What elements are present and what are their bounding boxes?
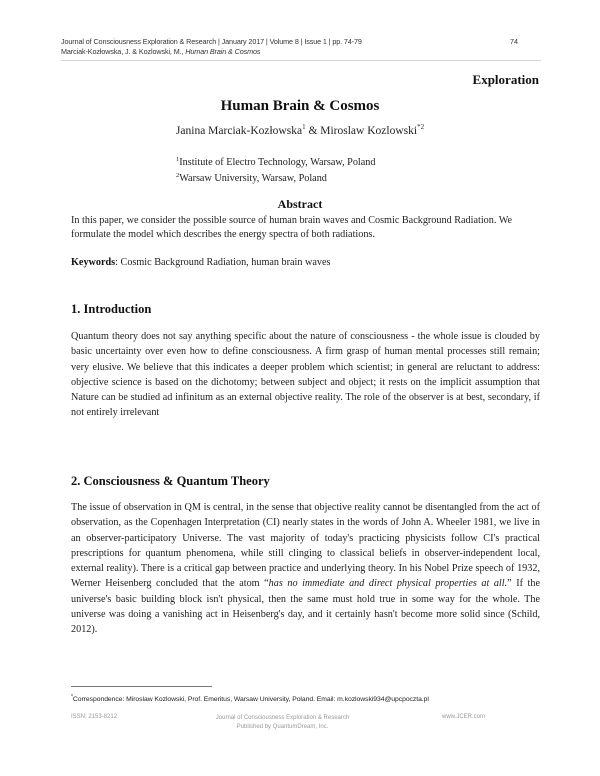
keywords-text: : Cosmic Background Radiation, human brain waves [115,257,331,268]
affiliation [176,153,375,169]
abstract-text: In this paper, we consider the possible source of human brain waves and Cosmic Background Radiation. We formulate the model which describes the energy spectra of both radiations. [71,215,513,240]
affiliation [176,169,375,185]
affiliation-marker: 2 [176,172,180,179]
header-divider [61,60,541,61]
article-title: Human Brain & Cosmos [220,98,380,114]
paragraph-text: The issue of observation in QM is central, in the sense that objective reality cannot be disentangled from the act of observation, as the Copenhagen Interpretation (CI) nearly states in the words of John A. Wheeler 1981, we live in an observer-participatory Universe. The vast majority of today's practicing physicists follow CI's practical prescriptions for quantum phenomena, while still clinging to classical beliefs in observer-independent local, external reality). There is a critical gap between practice and underlying theory. In his Nobel Prize speech of 1932, Werner Heisenberg concluded that the atom “ [71,502,540,590]
paragraph-text: ” If the universe's basic building block isn't physical, then the same must hold true in some way for the whole. The universe was doing a vanishing act in Heisenberg's day, and it certainly hasn't become more solid since (Schild, 2012). [71,578,540,636]
affiliation-text: Warsaw University, Warsaw, Poland [179,173,327,184]
running-header-title: Human Brain & Cosmos [185,47,261,56]
running-header-authors: Marciak-Kozłowska, J. & Kozlowski, M., [61,47,186,56]
running-header [61,37,463,57]
footer-publisher: Published by QuantumDream, Inc. [236,724,329,730]
affiliations [176,153,375,185]
section-heading-consciousness-quantum: 2. Consciousness & Quantum Theory [71,474,270,488]
footnote-divider [71,686,212,687]
affiliation-text: Institute of Electro Technology, Warsaw, Poland [179,157,376,168]
section-heading-introduction: 1. Introduction [71,302,152,316]
author-list [0,123,600,137]
footnote-text: Correspondence: Miroslaw Kozlowski, Prof. Emeritus, Warsaw University, Poland. Email: m.kozlowski934@upcpoczta.pl [72,696,429,703]
section-label: Exploration [472,72,539,87]
author-separator: & [305,125,321,137]
footer-journal-name: Journal of Consciousness Exploration & Research [215,715,350,721]
running-header-journal: Journal of Consciousness Exploration & Research | January 2017 | Volume 8 | Issue 1 | pp. 74-79 [61,37,362,46]
correspondence-footnote [71,694,429,703]
footnote-marker: * [71,694,73,700]
footer-issn: ISSN: 2153-8212 [71,714,118,720]
keywords [71,257,330,268]
abstract-heading: Abstract [277,197,323,211]
keywords-label: Keywords [71,257,116,268]
page-number: 74 [510,37,518,46]
footer-journal [205,714,360,732]
footer-website: www.JCER.com [442,714,486,720]
author-affil-marker: 1 [302,123,306,131]
heisenberg-quote: has no immediate and direct physical properties at all. [268,578,508,590]
running-header-citation [61,47,463,57]
paragraph-introduction: Quantum theory does not say anything specific about the nature of consciousness - the whole issue is clouded by basic uncertainty over even how to define consciousness. A firm grasp of human mental processes still remain; very elusive. We believe that this indicates a deeper problem which scientist; in general are reluctant to address: objective science is based on the dichotomy; between subject and object; it rests on the implicit assumption that Nature can be studied ad infinitum as an external objective reality. The role of the observer is at best, secondary, if not entirely irrelevant [71,331,540,419]
affiliation-marker: 1 [176,156,180,163]
paragraph-consciousness-quantum [71,500,540,638]
author-affil-marker: *2 [417,123,425,131]
author-name: Janina Marciak-Kozłowska [175,125,303,137]
author-name: Miroslaw Kozlowski [320,125,418,137]
